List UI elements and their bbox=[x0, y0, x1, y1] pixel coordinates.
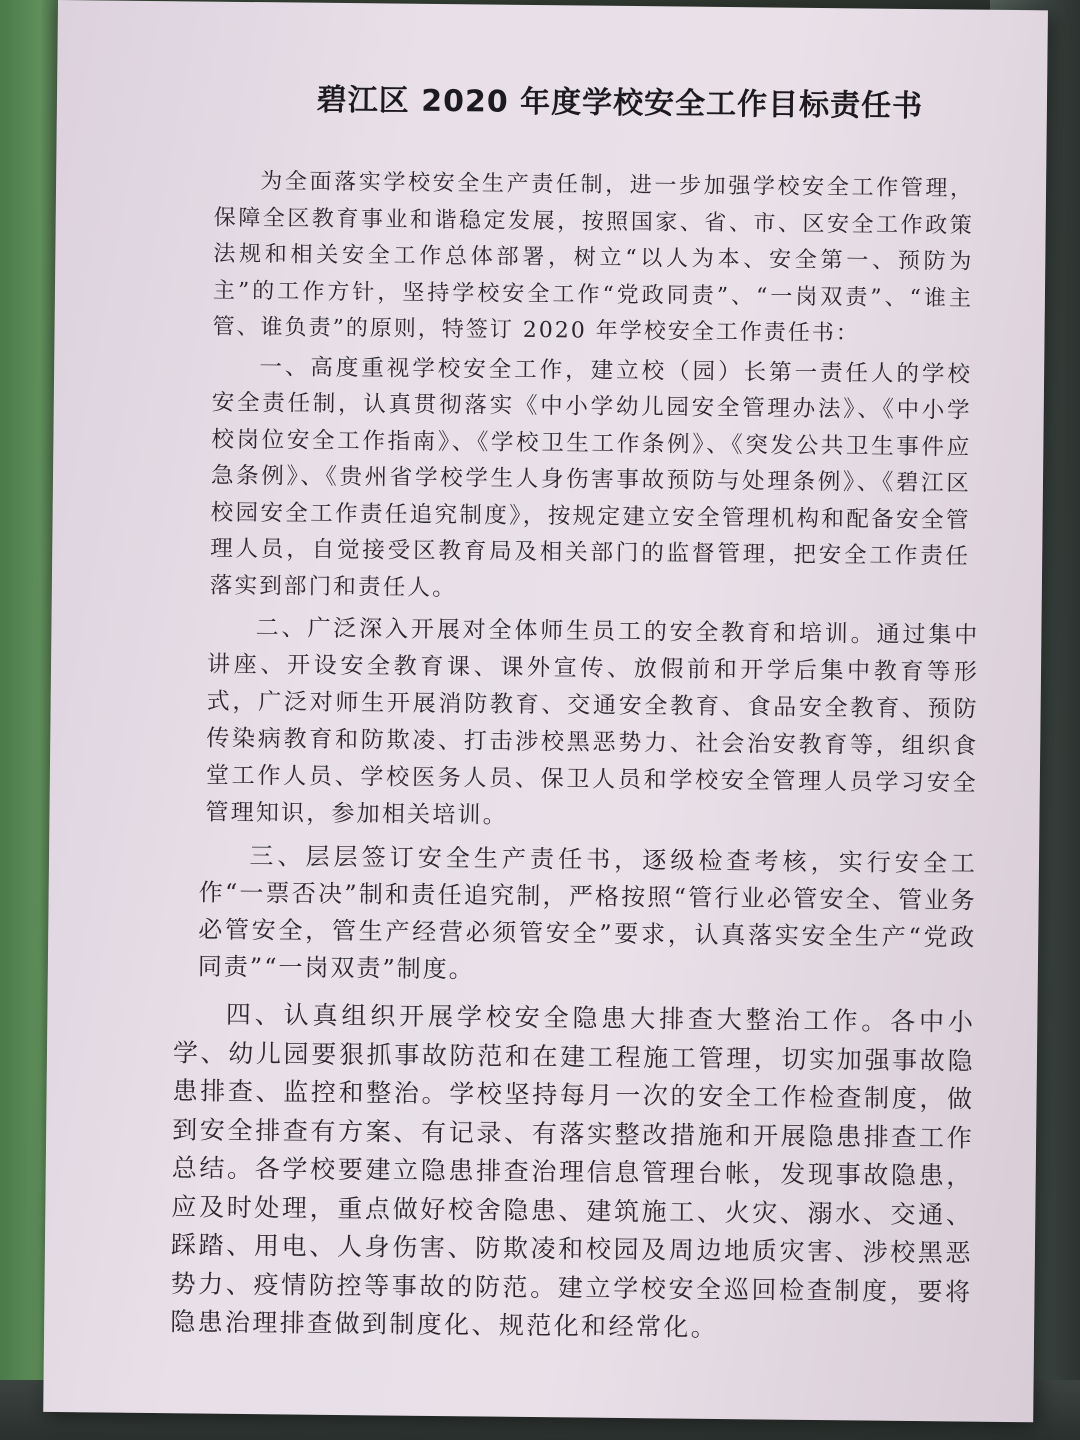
paper-sheet bbox=[43, 0, 1048, 1422]
section-4-paragraph: 四、认真组织开展学校安全隐患大排查大整治工作。各中小学、幼儿园要狠抓事故防范和在建工程施工管理，切实加强事故隐患排查、监控和整治。学校坚持每月一次的安全工作检查制度，做到安全排查有方案、有记录、有落实整改措施和开展隐患排查工作总结。各学校要建立隐患排查治理信息管理台帐，发现事故隐患，应及时处理，重点做好校舍隐患、建筑施工、火灾、溺水、交通、踩踏、用电、人身伤害、防欺凌和校园及周边地质灾害、涉校黑恶势力、疫情防控等事故的防范。建立学校安全巡回检查制度，要将隐患治理排查做到制度化、规范化和经常化。 bbox=[170, 999, 976, 1342]
section-1-paragraph: 一、高度重视学校安全工作，建立校（园）长第一责任人的学校安全责任制，认真贯彻落实《中小学幼儿园安全管理办法》、《中小学校岗位安全工作指南》、《学校卫生工作条例》、《突发公共卫生事件应急条例》、《贵州省学校学生人身伤害事故预防与处理条例》、《碧江区校园安全工作责任追究制度》，按规定建立安全管理机构和配备安全管理人员，自觉接受区教育局及相关部门的监督管理，把安全工作责任落实到部门和责任人。 bbox=[209, 353, 973, 601]
document-title: 碧江区 2020 年度学校安全工作目标责任书 bbox=[316, 82, 924, 125]
document-body bbox=[152, 1, 986, 1350]
section-2-paragraph: 二、广泛深入开展对全体师生员工的安全教育和培训。通过集中讲座、开设安全教育课、课外宣传、放假前和开学后集中教育等形式，广泛对师生开展消防教育、交通安全教育、食品安全教育、预防传染病教育和防欺凌、打击涉校黑恶势力、社会治安教育等，组织食堂工作人员、学校医务人员、保卫人员和学校安全管理人员学习安全管理知识，参加相关培训。 bbox=[205, 615, 980, 829]
intro-paragraph: 为全面落实学校安全生产责任制，进一步加强学校安全工作管理，保障全区教育事业和谐稳定发展，按照国家、省、市、区安全工作政策法规和相关安全工作总体部署，树立“以人为本、安全第一、预防为主”的工作方针，坚持学校安全工作“党政同责”、“一岗双责”、“谁主管、谁负责”的原则，特签订 2020 年学校安全工作责任书： bbox=[212, 169, 975, 347]
section-3-paragraph: 三、层层签订安全生产责任书，逐级检查考核，实行安全工作“一票否决”制和责任追究制，严格按照“管行业必管安全、管业务必管安全，管生产经营必须管安全”要求，认真落实安全生产“党政同责”“一岗双责”制度。 bbox=[197, 842, 978, 984]
